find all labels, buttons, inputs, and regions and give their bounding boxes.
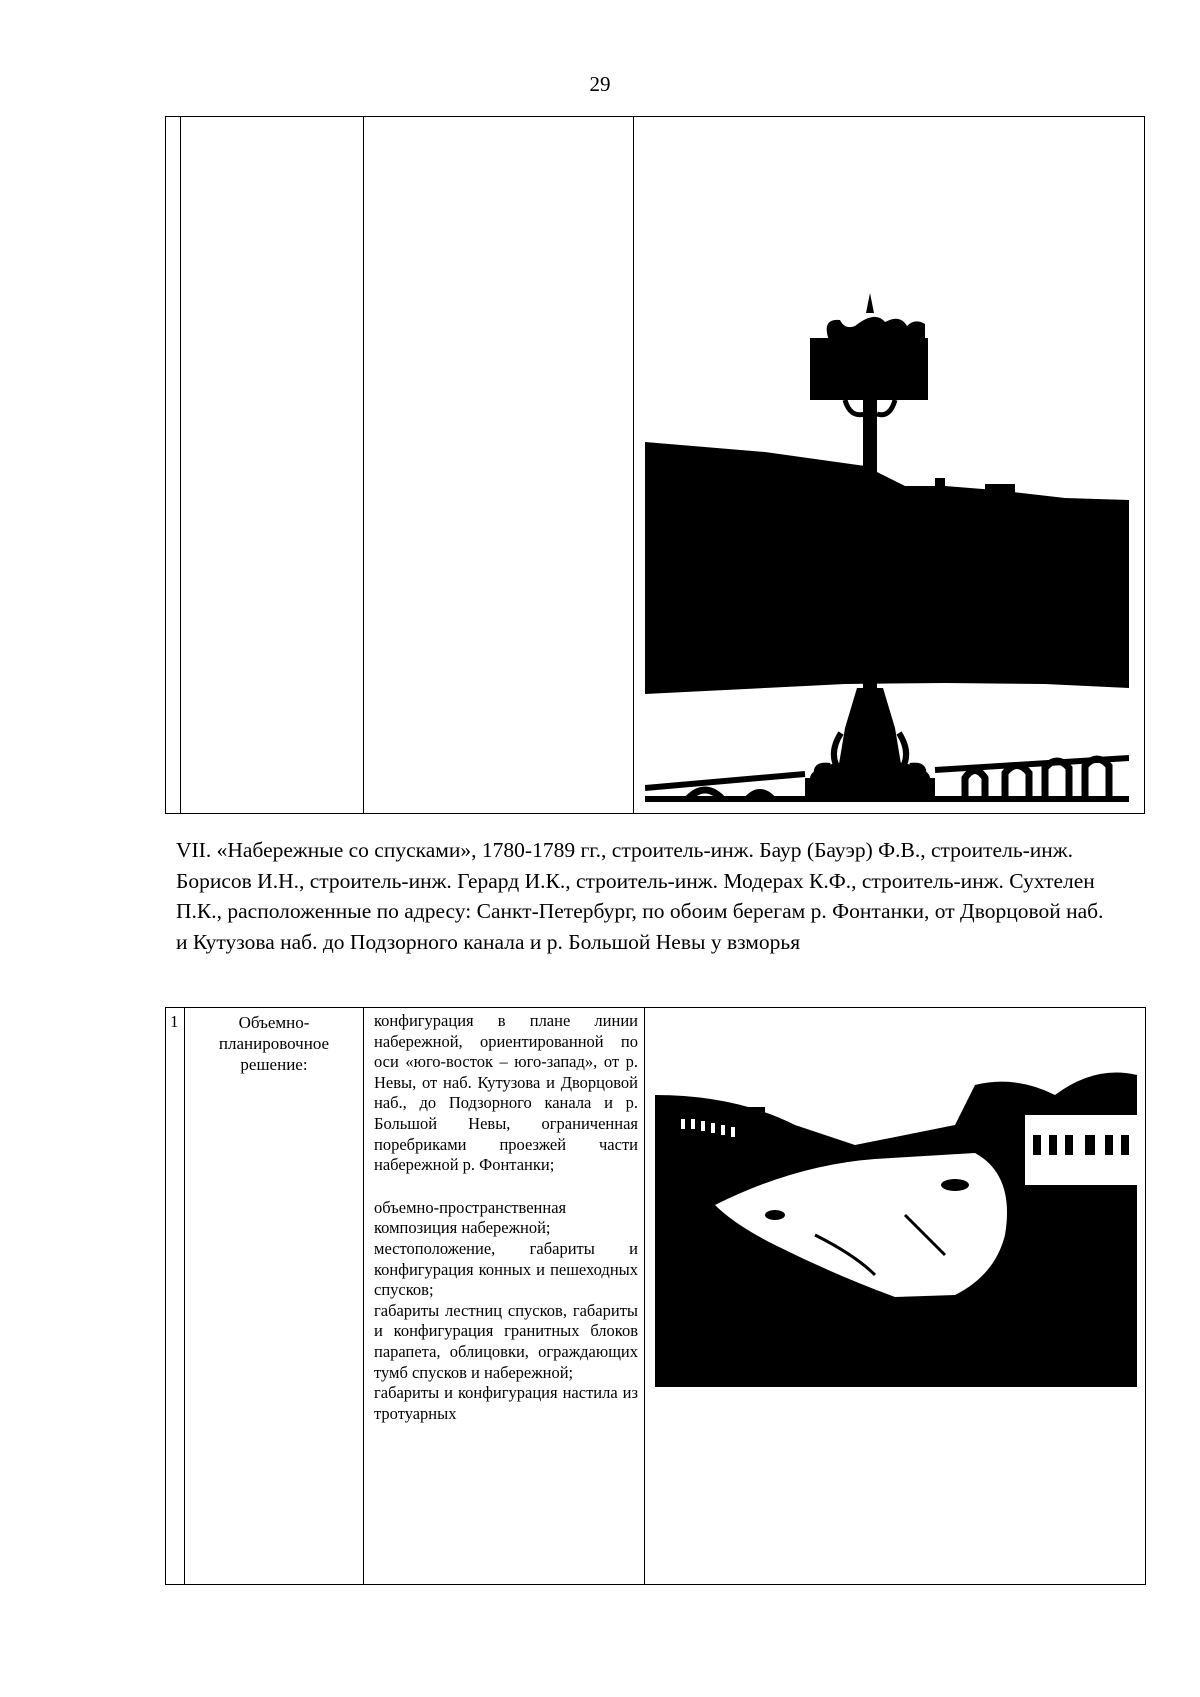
page-number: 29 [589, 72, 611, 96]
description-paragraph: конфигурация в плане линии набережной, ориентированной по оси «юго-восток – юго-запад», от р. Невы, от наб. Кутузова и Дворцовой наб., до Подзорного канала и р. Большой Невы, ограниченная поребриками проезжей части набережной р. Фонтанки; [374, 1011, 638, 1175]
description-paragraph: габариты и конфигурация настила из тротуарных [374, 1383, 638, 1423]
cell-feature [181, 117, 364, 814]
cell-photo [634, 117, 1145, 814]
row-number: 1 [166, 1008, 185, 1585]
description-paragraph: габариты лестниц спусков, габариты и конфигурация гранитных блоков парапета, облицовки, ограждающих тумб спусков и набережной; [374, 1300, 638, 1382]
cell-description [363, 117, 633, 814]
feature-name: Объемно-планировочное решение: [185, 1008, 364, 1585]
cell-number [166, 117, 181, 814]
lantern-on-embankment-photo [645, 218, 1129, 802]
cell-photo [645, 1008, 1146, 1585]
feature-description [364, 1008, 645, 1585]
section-heading: VII. «Набережные со спусками», 1780-1789 гг., строитель-инж. Баур (Бауэр) Ф.В., строитель-инж. Борисов И.Н., строитель-инж. Герард И.К., строитель-инж. Модерах К.Ф., строитель-инж. Сухтелен П.К., расположенные по адресу: Санкт-Петербург, по обоим берегам р. Фонтанки, от Дворцовой наб. и Кутузова наб. до Подзорного канала и р. Большой Невы у взморья [176, 838, 1104, 954]
protection-table [165, 1007, 1146, 1585]
protection-table-continued [165, 116, 1145, 814]
description-paragraph: местоположение, габариты и конфигурация конных и пешеходных спусков; [374, 1238, 638, 1300]
description-paragraph: объемно-пространственная композиция набережной; [374, 1197, 567, 1238]
fontanka-embankment-photo [655, 1035, 1137, 1387]
